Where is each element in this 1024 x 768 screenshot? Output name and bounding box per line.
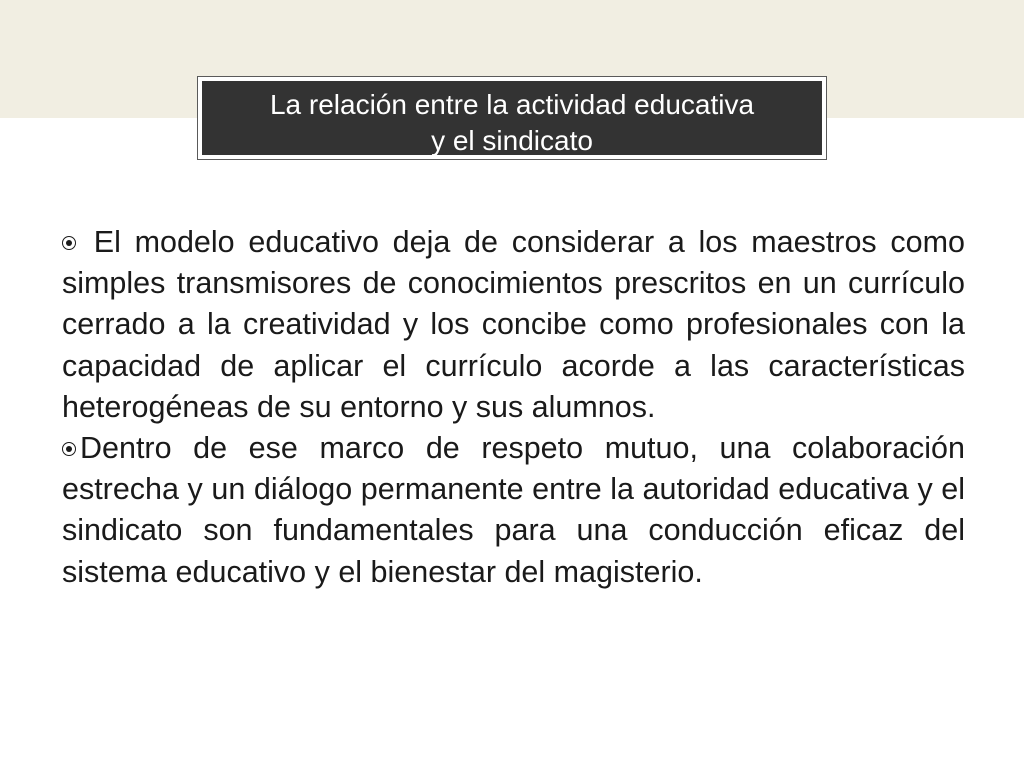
slide-title-line-2: y el sindicato [431,125,593,156]
slide-title [202,81,822,155]
slide-title-line-1: La relación entre la actividad educativa [269,89,755,120]
bullet-text-2: Dentro de ese marco de respeto mutuo, una colaboración estrecha y un diálogo permanente entre la autoridad educativa y el sindicato son fundamentales para una conducción eficaz del sistema educativo y el bienestar del magisterio. [62,431,965,589]
bullet-item-2 [62,428,965,593]
bullet-circle-dot-icon [62,236,76,250]
title-frame [197,76,827,160]
bullet-item-1 [62,222,965,428]
bullet-text-1: El modelo educativo deja de considerar a los maestros como simples transmisores de conocimientos prescritos en un currículo cerrado a la creatividad y los concibe como profesionales con la capacidad de aplicar el currículo acorde a las características heterogéneas de su entorno y sus alumnos. [62,225,965,424]
slide-body [62,222,965,593]
bullet-circle-dot-icon [62,442,76,456]
